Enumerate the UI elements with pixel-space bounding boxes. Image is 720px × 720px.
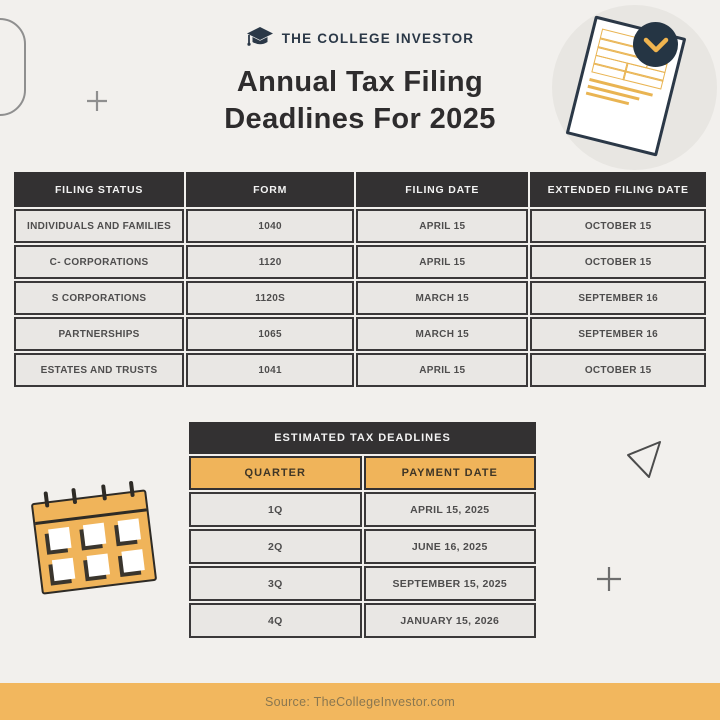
- table-row: [14, 317, 706, 351]
- table-row: [189, 603, 536, 638]
- filing-date-cell: APRIL 15: [356, 353, 528, 387]
- form-cell: 1065: [186, 317, 354, 351]
- column-header-payment-date: PAYMENT DATE: [364, 456, 537, 490]
- filing-status-cell: INDIVIDUALS AND FAMILIES: [14, 209, 184, 243]
- filing-status-cell: ESTATES AND TRUSTS: [14, 353, 184, 387]
- column-header-filing-date: FILING DATE: [356, 172, 528, 207]
- quarter-cell: 3Q: [189, 566, 362, 601]
- payment-date-cell: JANUARY 15, 2026: [364, 603, 537, 638]
- filing-date-cell: MARCH 15: [356, 317, 528, 351]
- estimated-tax-table: [187, 420, 538, 640]
- estimated-table-title: ESTIMATED TAX DEADLINES: [189, 422, 536, 454]
- brand-name: THE COLLEGE INVESTOR: [281, 30, 475, 46]
- filing-deadlines-table: [12, 170, 708, 389]
- table-row: [189, 492, 536, 527]
- calendar-icon: [28, 482, 178, 612]
- extended-date-cell: OCTOBER 15: [530, 353, 706, 387]
- plus-icon: [596, 566, 622, 592]
- column-header-form: FORM: [186, 172, 354, 207]
- filing-status-cell: C- CORPORATIONS: [14, 245, 184, 279]
- filing-status-cell: S CORPORATIONS: [14, 281, 184, 315]
- filing-date-cell: APRIL 15: [356, 245, 528, 279]
- column-header-filing-status: FILING STATUS: [14, 172, 184, 207]
- page-title: [0, 64, 720, 138]
- quarter-cell: 1Q: [189, 492, 362, 527]
- payment-date-cell: JUNE 16, 2025: [364, 529, 537, 564]
- calendar-body: [31, 489, 157, 594]
- table-row: [14, 245, 706, 279]
- table-row: [14, 281, 706, 315]
- form-cell: 1120S: [186, 281, 354, 315]
- column-header-extended-filing-date: EXTENDED FILING DATE: [530, 172, 706, 207]
- estimated-table-header-row: [189, 456, 536, 490]
- extended-date-cell: OCTOBER 15: [530, 209, 706, 243]
- filing-status-cell: PARTNERSHIPS: [14, 317, 184, 351]
- filing-date-cell: MARCH 15: [356, 281, 528, 315]
- triangle-icon: [621, 434, 667, 484]
- payment-date-cell: SEPTEMBER 15, 2025: [364, 566, 537, 601]
- estimated-table-title-row: [189, 422, 536, 454]
- table-row: [14, 353, 706, 387]
- filing-table-header-row: [14, 172, 706, 207]
- payment-date-cell: APRIL 15, 2025: [364, 492, 537, 527]
- form-cell: 1120: [186, 245, 354, 279]
- brand-logo: [0, 26, 720, 50]
- form-cell: 1040: [186, 209, 354, 243]
- column-header-quarter: QUARTER: [189, 456, 362, 490]
- extended-date-cell: SEPTEMBER 16: [530, 281, 706, 315]
- title-line-1: Annual Tax Filing: [236, 66, 484, 98]
- graduation-cap-icon: [246, 26, 274, 50]
- extended-date-cell: SEPTEMBER 16: [530, 317, 706, 351]
- table-row: [14, 209, 706, 243]
- table-row: [189, 529, 536, 564]
- filing-date-cell: APRIL 15: [356, 209, 528, 243]
- form-cell: 1041: [186, 353, 354, 387]
- table-row: [189, 566, 536, 601]
- title-line-2: Deadlines For 2025: [224, 103, 496, 135]
- source-text: Source: TheCollegeInvestor.com: [264, 694, 456, 709]
- extended-date-cell: OCTOBER 15: [530, 245, 706, 279]
- source-footer: [0, 683, 720, 720]
- quarter-cell: 2Q: [189, 529, 362, 564]
- quarter-cell: 4Q: [189, 603, 362, 638]
